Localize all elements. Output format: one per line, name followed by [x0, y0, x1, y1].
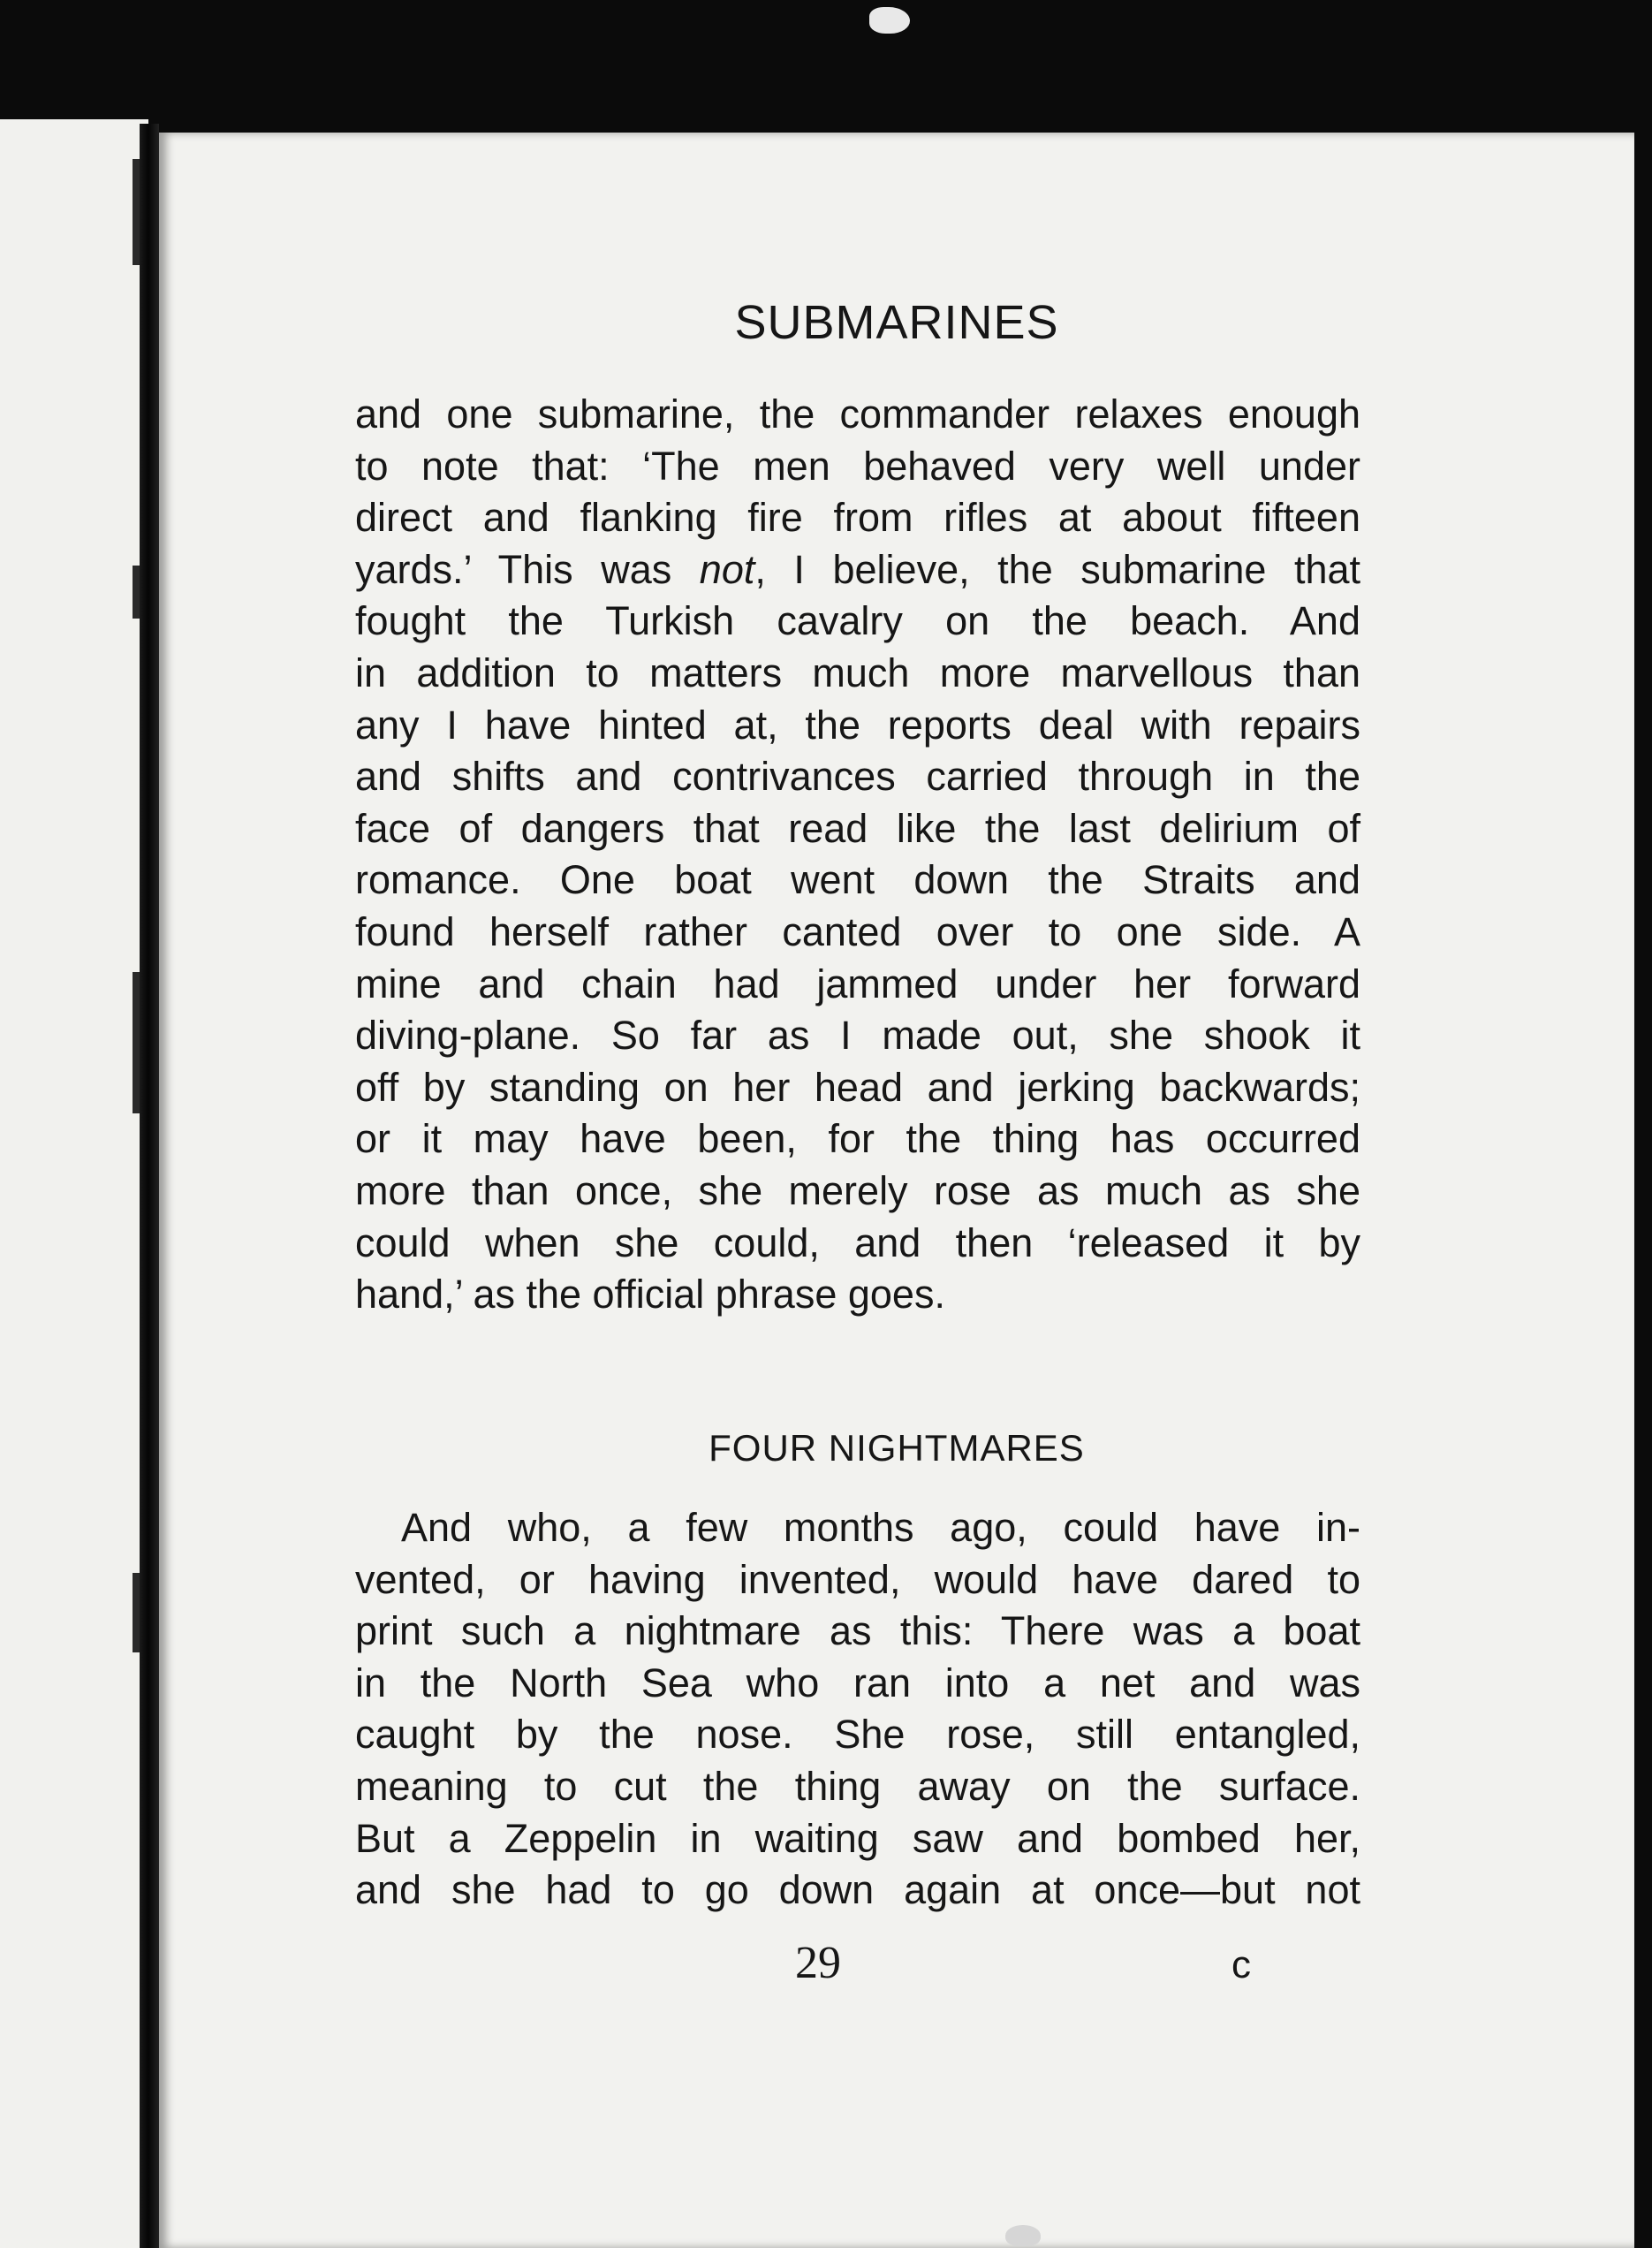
- section-heading: FOUR NIGHTMARES: [709, 1427, 1085, 1469]
- text-line: diving-plane. So far as I made out, she shook it: [355, 1013, 1360, 1059]
- text-line: in addition to matters much more marvellous than: [355, 649, 1360, 695]
- text-line: found herself rather canted over to one side. A: [355, 908, 1360, 954]
- text-line: But a Zeppelin in waiting saw and bombed her,: [355, 1815, 1360, 1861]
- text-line: and one submarine, the commander relaxes enough: [355, 391, 1360, 437]
- text-run: yards.’ This was: [355, 546, 700, 592]
- text-line: to note that: ‘The men behaved very well under: [355, 443, 1360, 489]
- text-line: print such a nightmare as this: There was a boat: [355, 1608, 1360, 1654]
- text-line: or it may have been, for the thing has occurred: [355, 1116, 1360, 1162]
- text-line: and she had to go down again at once—but not: [355, 1867, 1360, 1913]
- text-line: vented, or having invented, would have dared to: [355, 1556, 1360, 1602]
- running-head: SUBMARINES: [734, 296, 1059, 349]
- text-line: mine and chain had jammed under her forward: [355, 961, 1360, 1006]
- book-gutter: [140, 124, 159, 2248]
- text-line: face of dangers that read like the last delirium of: [355, 805, 1360, 851]
- scan-border-right: [1634, 133, 1652, 2248]
- text-line: meaning to cut the thing away on the surface.: [355, 1763, 1360, 1809]
- text-line: romance. One boat went down the Straits and: [355, 857, 1360, 903]
- body-text-block-two: [355, 1502, 1360, 1917]
- text-line: fought the Turkish cavalry on the beach. And: [355, 598, 1360, 644]
- text-line: direct and flanking fire from rifles at about fifteen: [355, 495, 1360, 541]
- left-facing-page-edge: [0, 119, 148, 2248]
- scan-artifact-bottom: [1005, 2225, 1041, 2246]
- text-line: any I have hinted at, the reports deal with repairs: [355, 702, 1360, 748]
- text-run: , I believe, the submarine that: [754, 546, 1361, 592]
- text-line: could when she could, and then ‘released it by: [355, 1219, 1360, 1265]
- body-text-block-one: [355, 389, 1360, 1321]
- page-number: 29: [795, 1938, 841, 1988]
- text-line: and shifts and contrivances carried through in the: [355, 754, 1360, 800]
- text-line: caught by the nose. She rose, still entangled,: [355, 1712, 1360, 1758]
- text-line: And who, a few months ago, could have in-: [401, 1505, 1360, 1550]
- text-line-with-emphasis: [355, 544, 1360, 596]
- text-line: in the North Sea who ran into a net and was: [355, 1659, 1360, 1705]
- emphasis-word: not: [699, 546, 755, 592]
- text-line: off by standing on her head and jerking backwards;: [355, 1064, 1360, 1110]
- text-line: more than once, she merely rose as much as she: [355, 1167, 1360, 1213]
- text-line: hand,’ as the official phrase goes.: [355, 1272, 945, 1318]
- scan-artifact-top: [869, 7, 910, 34]
- signature-mark: c: [1231, 1943, 1251, 1986]
